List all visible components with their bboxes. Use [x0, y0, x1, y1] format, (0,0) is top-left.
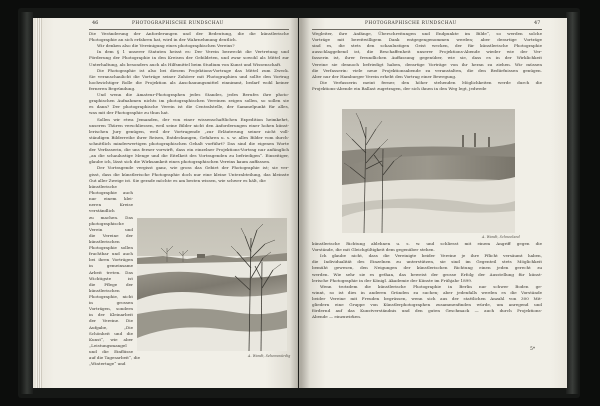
text-line: Projektions-Abende ein Ballast zugetragen, der sich ihnen in den Weg legt, jedwede — [312, 85, 487, 91]
text-line: Photographie, nicht — [89, 293, 133, 299]
right-photo-caption: A. Wandt, Schneeland — [482, 235, 520, 239]
text-line: graphischen Aufnahmen nichts im photographischen Vereinen zeigen sollen, so sollen sie — [89, 98, 289, 104]
text-line: Die Verfasserin meint ferner, den höher stehenden Möglichkeiten werde durch die — [320, 79, 542, 85]
text-line: Sollen wir etwa Jemanden, der von einer wissenschaftlichen Expedition heimkehrt, — [97, 116, 289, 122]
text-line: Förderung der Photographie in den Kreisen der Gebildeten, und zwar sowohl als Mittel zur — [89, 55, 289, 61]
left-winter-photo — [137, 218, 287, 351]
text-line: sind es, die stets den schaulustigen Geist wecken, der für künstlerische Photographie — [312, 43, 542, 49]
text-line: nur einem klei- — [89, 196, 133, 202]
book-gutter-shadow — [290, 18, 310, 388]
text-line: Aber nur der Hamburger Verein erhebt den Vortrag einer Bewegung. — [312, 73, 457, 79]
left-photo-caption: A. Wandt, Sehenswürdig — [248, 354, 291, 358]
text-line: unseren Thüren verschliessen, weil seine Bilder nicht den Anforderungen einer hohen künst- — [89, 122, 289, 128]
text-line: lerischen Jury genügen, weil der Vortragende „zur Erläuterung seiner nicht voll- — [89, 128, 289, 134]
text-line: Vorträgen, sondern — [89, 306, 133, 312]
left-page-narrow-text — [89, 184, 140, 367]
text-line: zu machen. Das — [89, 214, 133, 220]
text-line: winnt, so ist dies in anderen Gründen zu suchen; aber jedenfalls werden es die Vorstände — [312, 289, 542, 295]
text-line: Photographie an sich erfahren hat, wird in der Wahrnehmung deutlich. — [89, 37, 237, 43]
text-line: was mit der Photographie zu thun hat. — [89, 110, 170, 116]
left-head-rule — [89, 29, 289, 30]
text-line: werden. Wie sehr sie es gethan, das beweist der grosse Erfolg der Ausstellung für künst- — [312, 271, 542, 277]
text-line: Kunst“, wie aber — [89, 336, 133, 342]
right-running-head: PHOTOGRAPHISCHE RUNDSCHAU — [365, 21, 457, 26]
text-line: und die Einflüsse — [89, 348, 133, 354]
text-line: der Verfasserin, die uns ferner vorwirft, dass ein einzelner Projektions-Vortrag nur anfänglich — [89, 147, 289, 153]
text-line: die Pflege der — [89, 281, 133, 287]
text-line: künstlerischen — [89, 238, 120, 244]
text-line: ausschlaggebend ist, die Beschaffenheit unserer Projektions-Abende wieder wie der Ver- — [312, 49, 542, 55]
text-line: Vereine sie dennoch befriedigt haben, derartige Vorträge von ihr heran zu ziehen. Wir müssen — [312, 61, 542, 67]
text-line: auf die Tagesarbeit“, die — [89, 355, 140, 361]
text-line: bei ihren Vorträgen — [89, 257, 133, 263]
text-line: Photographie auch — [89, 190, 133, 196]
cover-edge-right — [566, 12, 579, 394]
text-line: lerische Photographie in der Königl. Akademie der Künste im Frühjahr 1899. — [312, 277, 473, 283]
right-page-text-bottom — [312, 241, 542, 320]
text-line: fruchtbar und auch — [89, 251, 133, 257]
text-line: künstlerische Richtung ablehnen u. s. w. und schliesst mit einem Angriff gegen die — [312, 241, 542, 246]
text-line: es dann? Der photographische Verein ist die Centralstelle, der Sammelpunkt für alles, — [89, 104, 289, 110]
text-line: gisst, dass die künstlerische Photographie doch nur eine kleine Unterabteilung, das kleinste — [89, 171, 289, 177]
page-edges — [36, 18, 42, 388]
cover-edge-left — [21, 12, 33, 394]
text-line: Verein und — [89, 226, 133, 232]
left-page-text — [89, 31, 289, 184]
text-line: verständlich — [89, 208, 115, 214]
text-line: Vorträge mit bereitwilligem Dank entgegengenommen werden; aber derartige Vorträge — [312, 37, 542, 43]
text-line: künstlerische — [89, 184, 117, 189]
text-line: fasserin ist, ihrer freundlichen Auffassung gegenüber, wie sie, dass es in der Wirklichkeit — [312, 55, 542, 61]
text-line: beider Vereine mit Freuden begrüssen, wenn sich aus der stattlichen Anzahl von 300 Mit- — [312, 295, 542, 301]
text-line: ferneren Begründung. — [89, 85, 136, 91]
text-line: in grossen — [89, 300, 133, 306]
left-page-number: 46 — [92, 20, 99, 26]
text-line: Der Vortragende vergisst ganz, wie gross das Gebiet der Photographie ist; sie ver- — [97, 165, 289, 171]
text-line: Aufgabe, „Die — [89, 324, 133, 330]
text-line: die Vereine der — [89, 232, 133, 238]
text-line: Gut aller Zweige ist. Sie gerade möchte es am besten wissen, wie schwer es hält, die — [89, 177, 266, 183]
text-line: Wenn trotzdem die künstlerische Photographie in Berlin nur schwer Boden ge- — [320, 283, 542, 289]
text-line: künstlerischen — [89, 287, 120, 293]
text-line: ständigen Bilderreihe ihrer Reisen, Entdeckungen, Gefahren u. s. w. alles Bilder vom durch- — [89, 134, 289, 140]
text-line: Wichtigste ist — [89, 275, 133, 281]
text-line: neren Kreise — [89, 202, 133, 208]
text-line: photographische — [89, 220, 124, 226]
text-line: Ich glaube nicht, dass die Vereinigte beider Vereine je ihre Pflicht versäumt haben, — [320, 253, 542, 259]
text-line: „Leistungsmangel — [89, 342, 127, 348]
text-line: gliedern eine Gruppe von Künstlerphotographen zusammenfinden würde, um anregend und — [312, 302, 542, 308]
text-line: Sie veranschaulicht die Vorträge seiner Zuhörer mit Photographien und sollte den Vortrag — [89, 73, 289, 79]
text-line: der Vereine. Die — [89, 318, 133, 324]
text-line: schnittlich minderwertigen photographischen Gehalt vorführt? Das sind die eigenen Worte — [89, 140, 289, 146]
text-line: In dem § 1 unserer Statuten heisst es: Der Verein bezweckt die Vertretung und — [97, 49, 289, 55]
text-line: Wegleiter, ihre Anfänge, Überschreitungen und Endpunkte im Bilde“, so werden solche — [312, 31, 542, 36]
right-page-text-top — [312, 31, 542, 92]
text-line: Und wenn die Amateur-Photographen jedes Standes, jedes Berufes ihre photo- — [97, 92, 289, 98]
text-line: glaube ich, lässt sich die Wirksamkeit eines photographischen Vereins kaum auffassen. — [89, 159, 271, 165]
text-line: Abende — einzuwirken. — [312, 314, 362, 320]
text-line: in der Kleinarbeit — [89, 312, 133, 318]
text-line: bemüht gewesen, den Neigungen der künstlerischen Richtung einen jeden gerecht zu — [312, 265, 542, 271]
text-line: „Wintertage“ und — [89, 361, 126, 367]
text-line: Die Photographie ist also bei diesem Projektions-Vortrage das Mittel zum Zweck. — [97, 67, 289, 73]
right-winter-photo — [342, 109, 515, 233]
text-line: die Verfasserin: viele neue Projektionsabende zu veranstalten, die den Bedürfnissen genügen. — [312, 67, 542, 73]
text-line: in gemeinsame — [89, 263, 133, 269]
text-line: fördernd auf das Kunstverständnis und den guten Geschmack — auch durch Projektions- — [312, 308, 542, 314]
right-head-rule — [312, 29, 542, 30]
left-running-head: PHOTOGRAPHISCHE RUNDSCHAU — [132, 21, 224, 26]
text-line: hochwichtiger Rolle die Projektion als Anschauungsmittel einnimmt, bedarf wohl keiner — [89, 79, 289, 85]
text-line: Photographie sollen — [89, 245, 133, 251]
right-page-number: 47 — [534, 20, 541, 26]
text-line: die Individualität des Einzelnen zu unterstützen, sie sind im Gegenteil stets Möglichkeit — [312, 259, 542, 265]
text-line: Schönheit und die — [89, 330, 133, 336]
text-line: Wir denken also die Vereinigung eines photographischen Vereins? — [97, 43, 235, 49]
text-line: Unterhaltung, als besonders auch als Hilfsmittel beim Studium von Kunst und Wissenschaft. — [89, 61, 282, 67]
text-line: Arbeit treten. Das — [89, 269, 133, 275]
signature-mark: 5* — [530, 347, 536, 352]
text-line: Die Veränderung der Anforderungen und der Bedeutung, die die künstlerische — [89, 31, 289, 36]
text-line: Vorstände, die mit Gleichgültigkeit dem gegenüber stehen. — [312, 247, 435, 253]
text-line: „an die schaulustige Menge und die Eitelkeit des Vortragenden zu befriedigen“. Einseitiger, — [89, 153, 289, 159]
